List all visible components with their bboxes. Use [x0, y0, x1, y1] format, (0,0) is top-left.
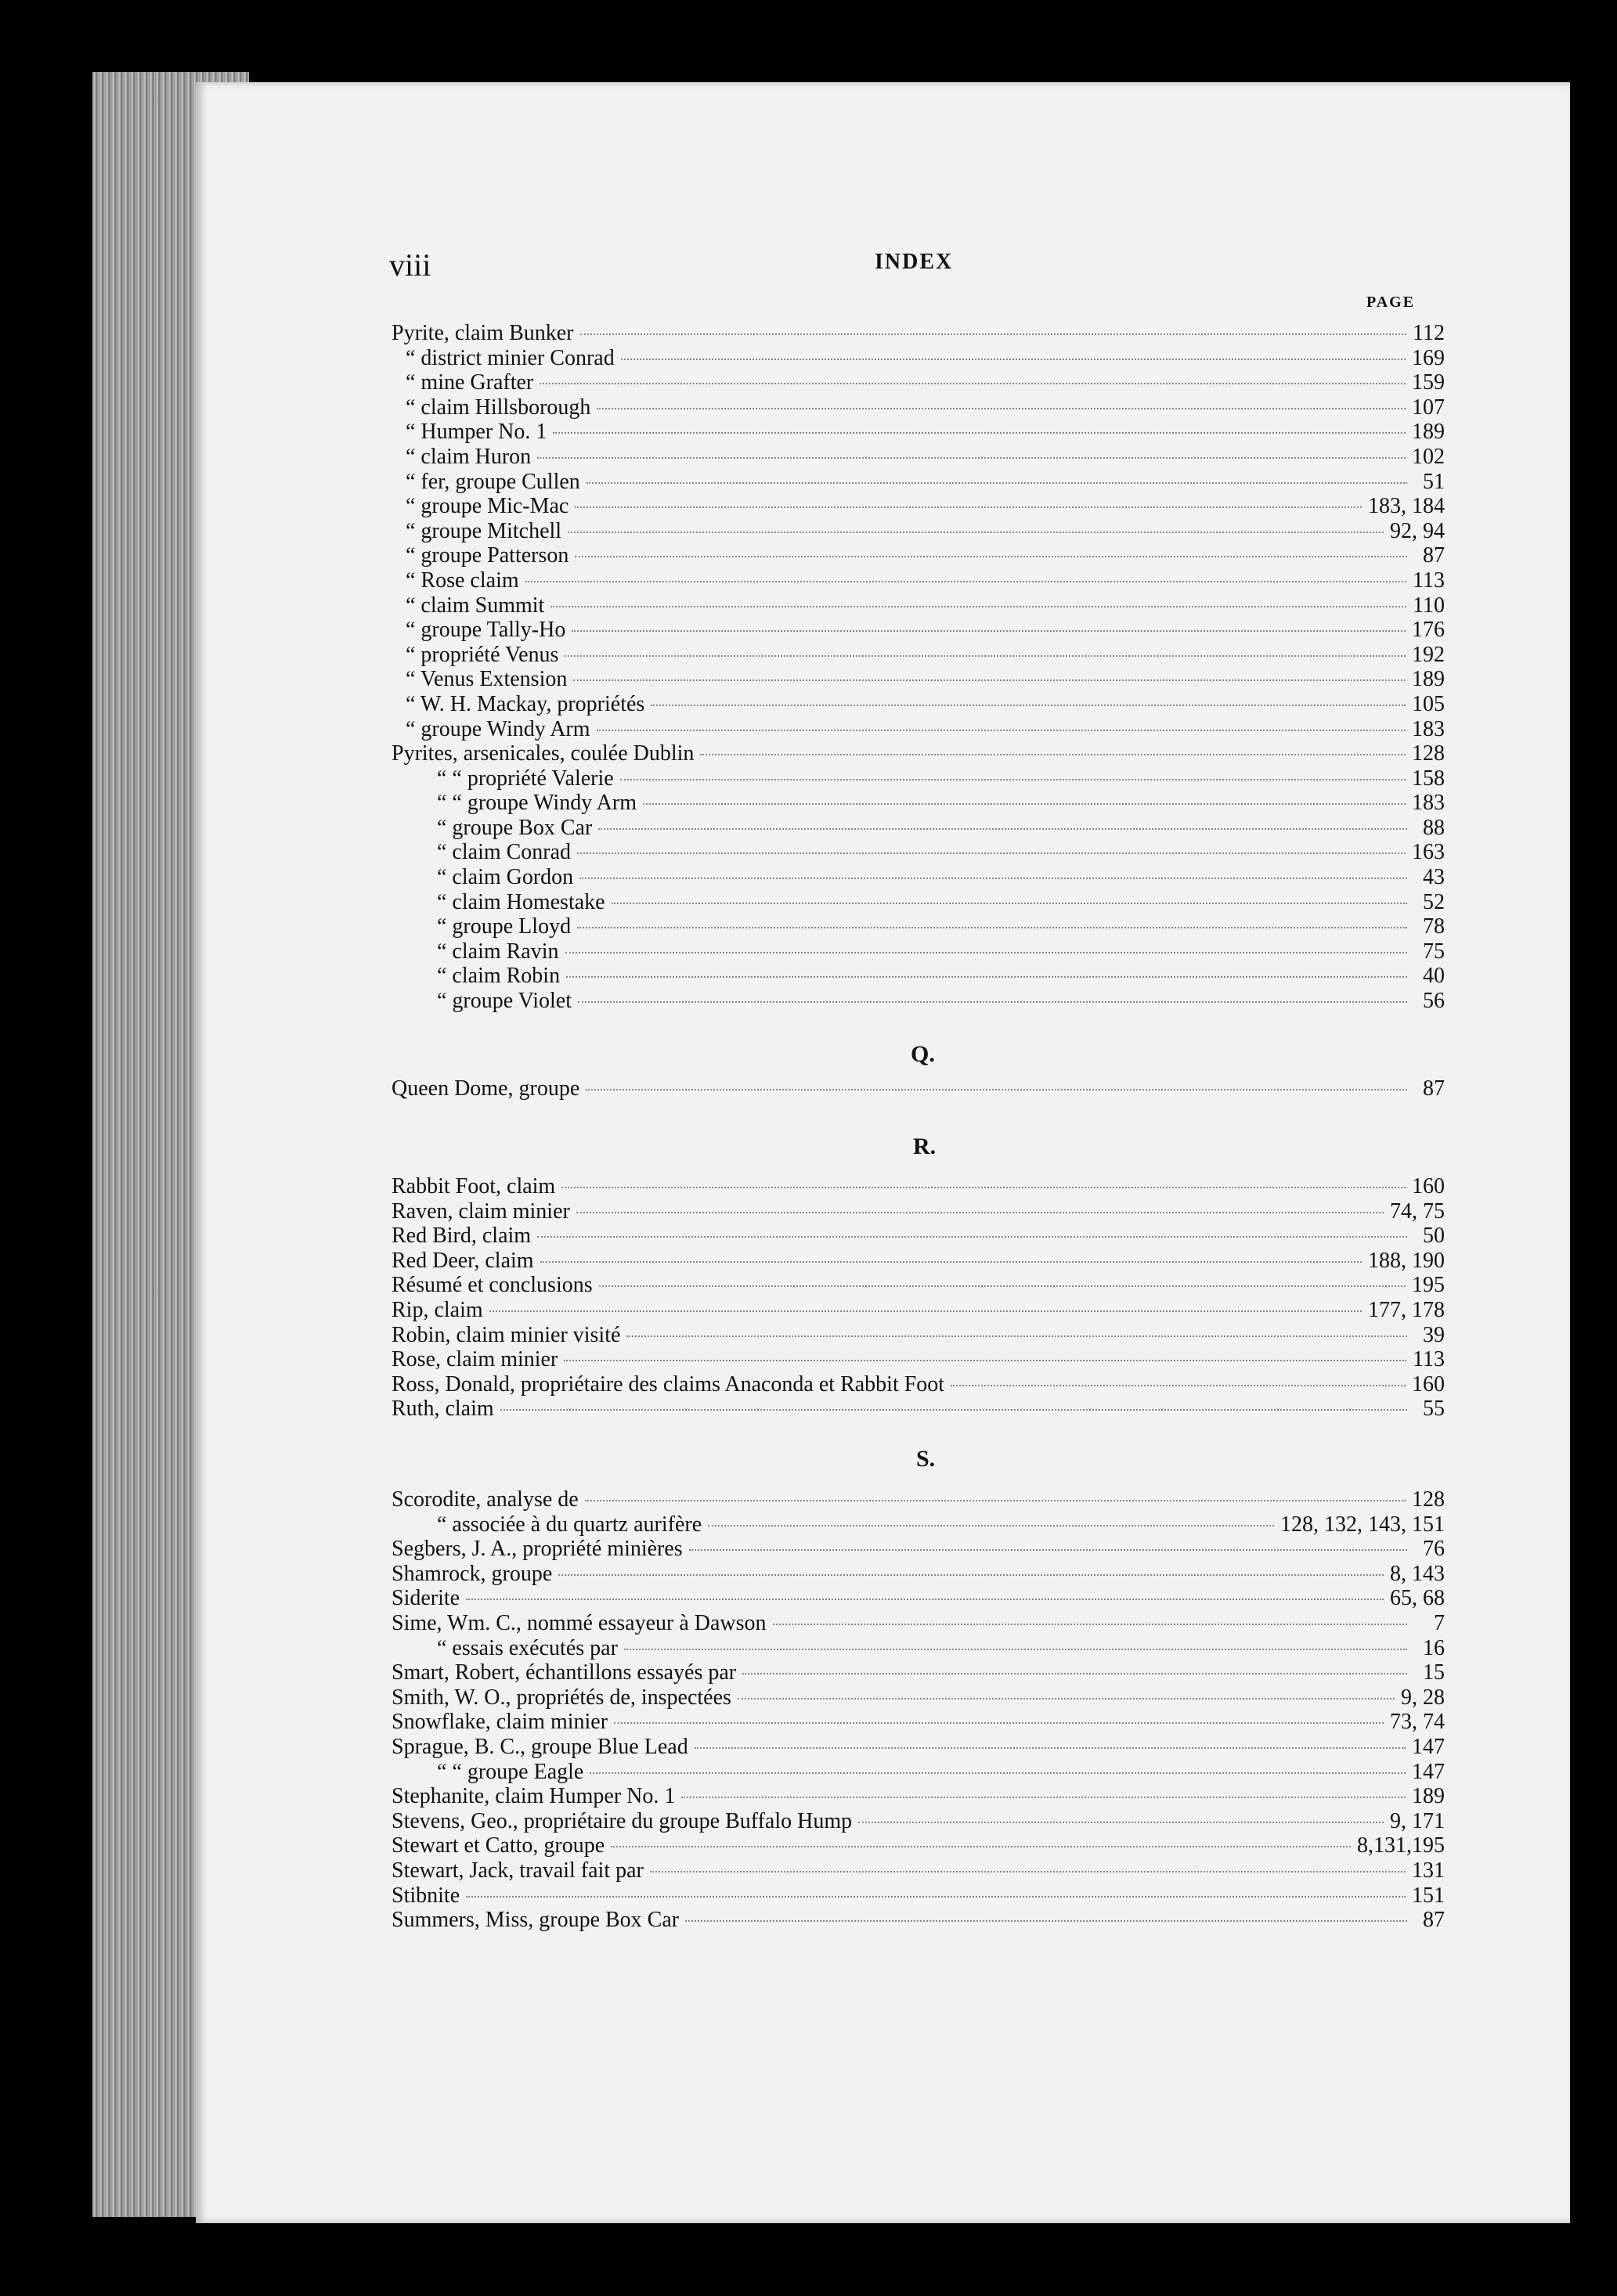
index-entry-page: 183, 184 — [1368, 494, 1445, 519]
index-entry-text: “ groupe Patterson — [406, 543, 569, 568]
dot-leader — [575, 506, 1362, 508]
index-entry-page: 55 — [1423, 1397, 1445, 1422]
index-entry-text: “ fer, groupe Cullen — [406, 469, 580, 494]
index-entry — [392, 816, 1445, 841]
index-entry-text: “ “ propriété Valerie — [437, 766, 614, 791]
index-entry-page: 189 — [1412, 667, 1445, 692]
dot-leader — [576, 1212, 1384, 1213]
index-entry — [392, 1710, 1445, 1735]
index-entry-text: Rose, claim minier — [392, 1347, 558, 1372]
index-section-s — [392, 1487, 1445, 1933]
index-entry — [392, 321, 1445, 346]
dot-leader — [568, 532, 1384, 533]
index-entry — [392, 1298, 1445, 1323]
index-entry-page: 52 — [1423, 889, 1445, 914]
index-entry — [392, 1347, 1445, 1372]
index-entry — [392, 890, 1445, 915]
index-entry-text: Résumé et conclusions — [392, 1273, 593, 1298]
index-entry — [392, 346, 1445, 371]
index-entry-page: 192 — [1412, 642, 1445, 667]
index-entry — [392, 1487, 1445, 1512]
dot-leader — [466, 1599, 1384, 1600]
index-entry-page: 107 — [1412, 395, 1445, 420]
dot-leader — [500, 1409, 1407, 1411]
index-entry-page: 131 — [1412, 1858, 1445, 1883]
dot-leader — [742, 1673, 1407, 1674]
index-entry-text: “ groupe Lloyd — [437, 914, 572, 939]
dot-leader — [540, 1261, 1362, 1263]
index-entry — [392, 1249, 1445, 1274]
index-entry — [392, 964, 1445, 989]
index-entry-text: Stephanite, claim Humper No. 1 — [392, 1784, 676, 1809]
index-entry-page: 56 — [1423, 989, 1445, 1014]
index-entry-page: 189 — [1412, 1784, 1445, 1809]
index-entry-text: Stewart et Catto, groupe — [392, 1833, 605, 1858]
dot-leader — [611, 1846, 1351, 1847]
dot-leader — [597, 730, 1406, 731]
dot-leader — [621, 359, 1406, 360]
index-entry-text: “ propriété Venus — [406, 642, 559, 667]
dot-leader — [566, 976, 1407, 978]
index-entry-page: 183 — [1412, 791, 1445, 816]
index-entry-page: 195 — [1412, 1273, 1445, 1298]
index-entry-text: Ruth, claim — [392, 1397, 494, 1422]
index-entry-text: Stevens, Geo., propriétaire du groupe Buffalo Hump — [392, 1808, 853, 1833]
index-entry — [392, 914, 1445, 939]
index-entry-page: 43 — [1423, 865, 1445, 890]
dot-leader — [773, 1624, 1407, 1625]
index-entry-page: 74, 75 — [1390, 1198, 1445, 1224]
index-entry — [392, 791, 1445, 816]
index-entry — [392, 1537, 1445, 1562]
index-entry — [392, 1858, 1445, 1883]
dot-leader — [585, 1500, 1406, 1501]
dot-leader — [695, 1747, 1406, 1749]
index-entry-text: Raven, claim minier — [392, 1198, 570, 1224]
index-entry-text: Pyrites, arsenicales, coulée Dublin — [392, 741, 695, 766]
index-entry-page: 8, 143 — [1390, 1561, 1445, 1586]
dot-leader — [689, 1549, 1407, 1551]
dot-leader — [558, 1574, 1384, 1576]
index-entry-page: 158 — [1412, 766, 1445, 791]
index-entry-page: 159 — [1412, 370, 1445, 395]
index-entry-page: 102 — [1412, 444, 1445, 469]
index-entry — [392, 1685, 1445, 1710]
index-entry-text: Stewart, Jack, travail fait par — [392, 1858, 644, 1883]
dot-leader — [564, 1360, 1406, 1361]
dot-leader — [578, 1001, 1407, 1003]
index-entry — [392, 1611, 1445, 1636]
index-entry-page: 39 — [1423, 1322, 1445, 1347]
index-entry-page: 128 — [1412, 741, 1445, 766]
dot-leader — [650, 1871, 1406, 1872]
index-entry-text: “ “ groupe Eagle — [437, 1759, 584, 1784]
dot-leader — [572, 630, 1406, 632]
dot-leader — [643, 803, 1406, 805]
index-entry-text: “ claim Robin — [437, 964, 561, 989]
index-entry — [392, 692, 1445, 717]
dot-leader — [587, 482, 1407, 484]
dot-leader — [537, 457, 1406, 459]
index-entry-page: 87 — [1423, 1076, 1445, 1101]
index-entry-text: “ groupe Mitchell — [406, 518, 562, 543]
dot-leader — [575, 556, 1407, 557]
index-entry — [392, 1760, 1445, 1785]
dot-leader — [540, 383, 1406, 384]
index-entry-page: 87 — [1423, 543, 1445, 568]
index-entry-page: 73, 74 — [1390, 1710, 1445, 1735]
index-entry-text: Ross, Donald, propriétaire des claims Anaconda et Rabbit Foot — [392, 1371, 945, 1397]
dot-leader — [700, 754, 1406, 755]
index-entry-text: “ mine Grafter — [406, 370, 534, 395]
index-entry-page: 128 — [1412, 1487, 1445, 1512]
index-entry-text: Stibnite — [392, 1883, 460, 1908]
index-entry-page: 163 — [1412, 840, 1445, 865]
index-entry-page: 176 — [1412, 618, 1445, 643]
index-entry-text: Red Bird, claim — [392, 1224, 532, 1249]
index-entry-text: Sprague, B. C., groupe Blue Lead — [392, 1734, 688, 1759]
dot-leader — [489, 1310, 1362, 1312]
index-entry-page: 105 — [1412, 691, 1445, 716]
index-entry — [392, 543, 1445, 568]
index-entry-page: 75 — [1423, 939, 1445, 964]
dot-leader — [561, 1187, 1406, 1188]
page-folio: viii — [389, 247, 431, 283]
index-entry-text: Rip, claim — [392, 1297, 483, 1322]
index-entry-page: 147 — [1412, 1759, 1445, 1784]
index-entry-page: 76 — [1423, 1537, 1445, 1562]
index-entry-text: “ Rose claim — [406, 568, 519, 593]
dot-leader — [525, 581, 1406, 582]
index-entry-text: “ claim Summit — [406, 593, 545, 618]
index-entry-page: 50 — [1423, 1224, 1445, 1249]
index-entry — [392, 519, 1445, 544]
dot-leader — [598, 828, 1407, 830]
index-entry — [392, 1174, 1445, 1199]
index-entry — [392, 939, 1445, 964]
dot-leader — [708, 1525, 1274, 1526]
dot-leader — [565, 952, 1407, 953]
index-entry-page: 112 — [1413, 321, 1445, 345]
dot-leader — [597, 408, 1406, 409]
index-entry-page: 160 — [1412, 1174, 1445, 1198]
index-entry — [392, 494, 1445, 519]
index-entry-text: Queen Dome, groupe — [392, 1076, 580, 1101]
index-entry — [392, 1562, 1445, 1587]
index-entry-page: 9, 171 — [1390, 1808, 1445, 1833]
index-entry-text: Siderite — [392, 1586, 460, 1611]
index-entry — [392, 643, 1445, 668]
dot-leader — [651, 705, 1406, 706]
index-entry — [392, 1512, 1445, 1537]
index-entry-page: 87 — [1423, 1908, 1445, 1933]
index-entry-page: 113 — [1413, 568, 1445, 593]
index-entry-text: “ claim Homestake — [437, 889, 605, 914]
index-entry-text: “ W. H. Mackay, propriétés — [406, 691, 645, 716]
index-entry — [392, 1586, 1445, 1611]
index-entry-text: “ claim Ravin — [437, 939, 559, 964]
index-entry-text: “ essais exécutés par — [437, 1635, 618, 1660]
index-entry-page: 169 — [1412, 345, 1445, 370]
index-entry — [392, 865, 1445, 890]
index-entry-page: 128, 132, 143, 151 — [1280, 1512, 1445, 1537]
index-entry-page: 88 — [1423, 815, 1445, 840]
index-entry — [392, 1199, 1445, 1224]
index-entry-page: 113 — [1413, 1347, 1445, 1372]
index-entry — [392, 1224, 1445, 1249]
index-entry-text: Smart, Robert, échantillons essayés par — [392, 1660, 737, 1685]
index-entry — [392, 1076, 1445, 1101]
index-entry-text: Snowflake, claim minier — [392, 1710, 608, 1735]
index-entry-text: “ Humper No. 1 — [406, 420, 547, 445]
dot-leader — [537, 1236, 1407, 1238]
index-entry-text: Robin, claim minier visité — [392, 1322, 621, 1347]
index-entry-page: 16 — [1423, 1635, 1445, 1660]
index-entry — [392, 1397, 1445, 1422]
index-entry-text: Segbers, J. A., propriété minières — [392, 1537, 683, 1562]
index-entry-text: “ “ groupe Windy Arm — [437, 791, 637, 816]
index-entry — [392, 741, 1445, 766]
section-letter-s: S. — [916, 1446, 936, 1472]
dot-leader — [599, 1285, 1406, 1287]
index-entry-page: 40 — [1423, 964, 1445, 989]
index-entry — [392, 445, 1445, 470]
index-entry-text: “ claim Conrad — [437, 840, 572, 865]
index-entry — [392, 989, 1445, 1014]
index-entry-page: 65, 68 — [1390, 1586, 1445, 1611]
index-entry-text: “ groupe Windy Arm — [406, 716, 590, 741]
index-entry-text: “ claim Huron — [406, 444, 532, 469]
index-entry-page: 9, 28 — [1401, 1685, 1445, 1710]
dot-leader — [624, 1649, 1407, 1650]
index-entry-text: “ groupe Tally-Ho — [406, 618, 566, 643]
index-entry-page: 15 — [1423, 1660, 1445, 1685]
index-entry-page: 110 — [1413, 593, 1445, 618]
dot-leader — [685, 1920, 1407, 1922]
index-entry — [392, 1809, 1445, 1834]
index-entry-text: Red Deer, claim — [392, 1248, 534, 1273]
dot-leader — [951, 1385, 1406, 1386]
index-entry — [392, 667, 1445, 692]
index-entry-text: “ groupe Mic-Mac — [406, 494, 569, 519]
page-column-header: PAGE — [1366, 294, 1416, 311]
index-entry — [392, 593, 1445, 618]
index-entry — [392, 395, 1445, 420]
index-entry — [392, 840, 1445, 865]
index-entry-page: 147 — [1412, 1734, 1445, 1759]
index-section-r — [392, 1174, 1445, 1422]
index-entry-text: “ groupe Box Car — [437, 815, 593, 840]
index-entry — [392, 1273, 1445, 1298]
index-entry — [392, 1735, 1445, 1760]
page-title: INDEX — [875, 250, 954, 274]
index-section-p — [392, 321, 1445, 1014]
index-entry — [392, 1833, 1445, 1858]
index-entry — [392, 470, 1445, 495]
index-entry-page: 92, 94 — [1390, 518, 1445, 543]
dot-leader — [612, 903, 1407, 904]
index-entry — [392, 1660, 1445, 1685]
index-entry — [392, 1372, 1445, 1397]
section-letter-r: R. — [913, 1134, 937, 1159]
index-entry-text: Smith, W. O., propriétés de, inspectées — [392, 1685, 731, 1710]
dot-leader — [550, 606, 1406, 607]
index-entry-page: 78 — [1423, 914, 1445, 939]
index-entry — [392, 1883, 1445, 1909]
index-entry-text: “ claim Gordon — [437, 865, 574, 890]
dot-leader — [573, 679, 1406, 681]
index-entry-text: “ Venus Extension — [406, 667, 568, 692]
index-entry-text: Summers, Miss, groupe Box Car — [392, 1908, 680, 1933]
dot-leader — [580, 333, 1407, 335]
index-entry-page: 51 — [1423, 469, 1445, 494]
index-entry — [392, 1908, 1445, 1933]
index-entry-text: Pyrite, claim Bunker — [392, 321, 574, 345]
dot-leader — [577, 927, 1407, 928]
index-entry-page: 177, 178 — [1368, 1297, 1445, 1322]
index-entry-page: 189 — [1412, 420, 1445, 445]
dot-leader — [614, 1722, 1384, 1724]
dot-leader — [738, 1698, 1395, 1699]
dot-leader — [577, 852, 1406, 854]
dot-leader — [681, 1797, 1406, 1798]
index-entry-page: 151 — [1412, 1883, 1445, 1908]
dot-leader — [626, 1335, 1407, 1337]
index-entry-page: 7 — [1434, 1610, 1445, 1635]
dot-leader — [620, 779, 1406, 780]
index-entry-page: 188, 190 — [1368, 1248, 1445, 1273]
dot-leader — [858, 1822, 1384, 1823]
index-entry — [392, 1784, 1445, 1809]
dot-leader — [553, 432, 1406, 434]
index-entry — [392, 618, 1445, 643]
dot-leader — [565, 655, 1406, 657]
index-entry-page: 8,131,195 — [1357, 1833, 1445, 1858]
dot-leader — [579, 878, 1407, 879]
index-entry-page: 183 — [1412, 716, 1445, 741]
index-entry-text: Sime, Wm. C., nommé essayeur à Dawson — [392, 1610, 767, 1635]
index-entry-text: Scorodite, analyse de — [392, 1487, 579, 1512]
index-entry — [392, 717, 1445, 742]
index-entry — [392, 370, 1445, 395]
section-letter-q: Q. — [911, 1041, 935, 1067]
index-entry-text: “ district minier Conrad — [406, 345, 615, 370]
dot-leader — [590, 1772, 1406, 1774]
index-entry-text: “ groupe Violet — [437, 989, 572, 1014]
page-header — [389, 247, 1446, 286]
index-entry-text: “ claim Hillsborough — [406, 395, 591, 420]
index-section-q — [392, 1076, 1445, 1101]
index-entry — [392, 766, 1445, 791]
index-entry — [392, 1323, 1445, 1348]
dot-leader — [466, 1896, 1406, 1898]
index-entry — [392, 568, 1445, 593]
index-entry-text: Rabbit Foot, claim — [392, 1174, 556, 1198]
index-entry-page: 160 — [1412, 1371, 1445, 1397]
index-entry — [392, 420, 1445, 445]
dot-leader — [586, 1089, 1407, 1090]
index-entry-text: Shamrock, groupe — [392, 1561, 553, 1586]
index-entry — [392, 1636, 1445, 1661]
index-entry-text: “ associée à du quartz aurifère — [437, 1512, 702, 1537]
